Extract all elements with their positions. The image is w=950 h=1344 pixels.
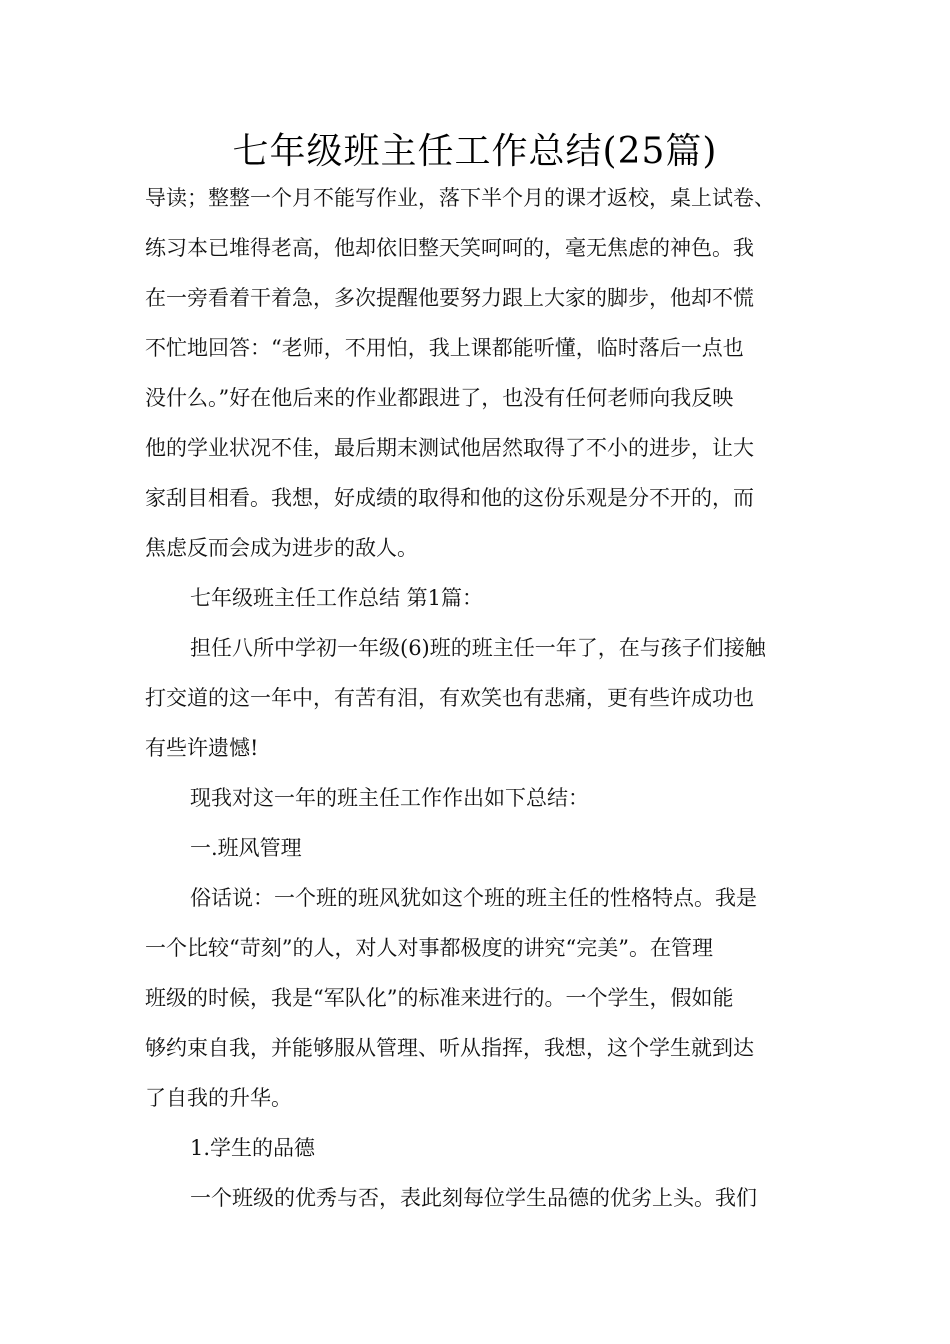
body-line: 有些许遗憾!	[145, 736, 259, 760]
intro-line-2: 练习本已堆得老高，他却依旧整天笑呵呵的，毫无焦虑的神色。我	[145, 236, 754, 260]
section-heading: 七年级班主任工作总结 第1篇：	[190, 586, 484, 610]
intro-line-7: 家刮目相看。我想，好成绩的取得和他的这份乐观是分不开的，而	[145, 486, 754, 510]
intro-line-4: 不忙地回答：“老师，不用怕，我上课都能听懂，临时落后一点也	[145, 336, 744, 360]
body-line: 现我对这一年的班主任工作作出如下总结：	[190, 786, 589, 810]
body-line: 一个比较“苛刻”的人，对人对事都极度的讲究“完美”。在管理	[145, 936, 713, 960]
intro-line-6: 他的学业状况不佳，最后期末测试他居然取得了不小的进步，让大	[145, 436, 754, 460]
body-line: 担任八所中学初一年级(6)班的班主任一年了，在与孩子们接触	[190, 636, 766, 660]
document-title: 七年级班主任工作总结(25篇)	[232, 131, 718, 172]
intro-line-3: 在一旁看着干着急，多次提醒他要努力跟上大家的脚步，他却不慌	[145, 286, 754, 310]
body-line: 了自我的升华。	[145, 1086, 292, 1110]
body-line: 俗话说：一个班的班风犹如这个班的班主任的性格特点。我是	[190, 886, 757, 910]
body-line: 打交道的这一年中，有苦有泪，有欢笑也有悲痛，更有些许成功也	[145, 686, 754, 710]
intro-line-1: 导读；整整一个月不能写作业，落下半个月的课才返校，桌上试卷、	[145, 186, 775, 210]
subheading-student-morality: 1.学生的品德	[190, 1136, 316, 1160]
intro-line-5: 没什么。”好在他后来的作业都跟进了，也没有任何老师向我反映	[145, 386, 734, 410]
subheading-class-management: 一.班风管理	[190, 836, 302, 860]
intro-line-8: 焦虑反而会成为进步的敌人。	[145, 536, 418, 560]
body-line: 班级的时候，我是“军队化”的标准来进行的。一个学生，假如能	[145, 986, 734, 1010]
body-line: 够约束自我，并能够服从管理、听从指挥，我想，这个学生就到达	[145, 1036, 754, 1060]
body-line: 一个班级的优秀与否，表此刻每位学生品德的优劣上头。我们	[190, 1186, 757, 1210]
